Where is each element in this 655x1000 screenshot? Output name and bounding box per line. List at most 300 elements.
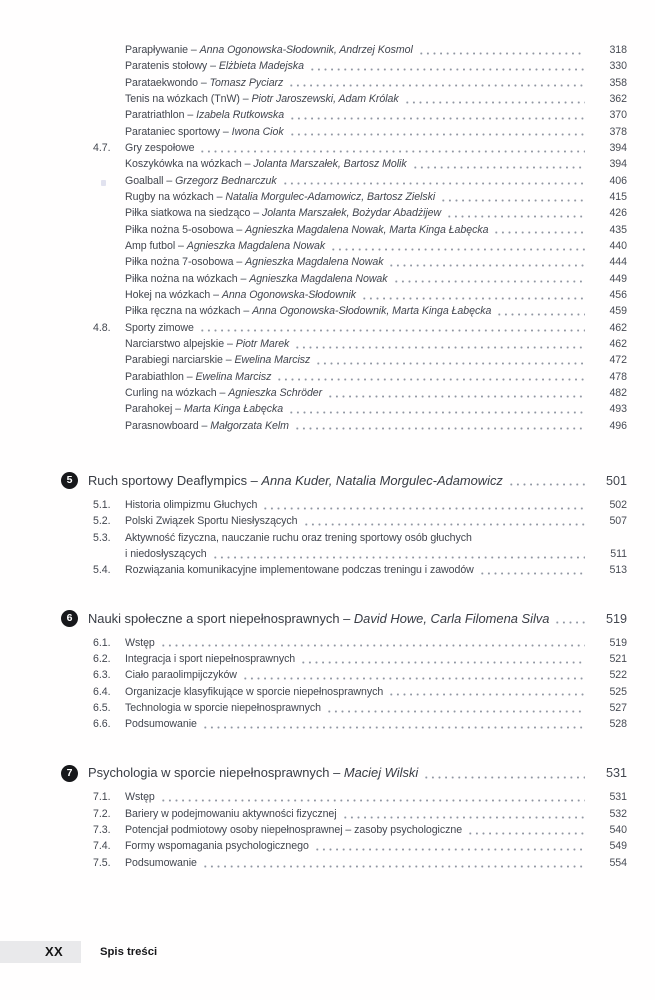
entry-title-text: Potencjał podmiotowy osoby niepełnosprawnej – zasoby psychologiczne: [125, 824, 463, 837]
entry-title: [125, 667, 237, 683]
entry-title-text: Integracja i sport niepełnosprawnych: [125, 652, 296, 665]
entry-title: [125, 336, 289, 352]
toc-entry: [93, 838, 627, 854]
entry-authors: Anna Ogonowska-Słodownik, Marta Kinga Łabęcka: [252, 305, 492, 318]
dot-leader: [289, 133, 585, 136]
entry-title-text: Narciarstwo alpejskie: [125, 337, 225, 350]
entry-authors: Marta Kinga Łabęcka: [183, 403, 284, 416]
entry-title: [125, 385, 322, 401]
toc-entry: [93, 789, 627, 805]
entry-number: [93, 173, 125, 189]
entry-page: 482: [609, 386, 627, 399]
entry-number: [93, 254, 125, 270]
entry-number: 6.6.: [93, 718, 111, 731]
entry-page: 472: [609, 354, 627, 367]
dot-leader: [479, 572, 585, 575]
entry-number: 7.1.: [93, 791, 111, 804]
toc-entry: [93, 58, 627, 74]
dot-leader: [388, 693, 585, 696]
entry-title: [125, 107, 284, 123]
entry-page: 527: [609, 701, 627, 714]
toc-entry: [93, 822, 627, 838]
entry-separator: –: [183, 370, 196, 383]
entry-title: [125, 173, 277, 189]
entry-separator: –: [237, 272, 250, 285]
toc-entry: [93, 42, 627, 58]
chapter-page: 501: [605, 473, 627, 488]
toc-entry: [93, 401, 627, 417]
entry-number: 7.4.: [93, 840, 111, 853]
entry-authors: Grzegorz Bednarczuk: [175, 174, 277, 187]
toc-items: [61, 42, 627, 434]
entry-page: 478: [609, 370, 627, 383]
entry-title-text: Goalball: [125, 174, 164, 187]
entry-title-text: i niedosłyszących: [125, 547, 207, 560]
toc-entry: [93, 855, 627, 871]
entry-separator: –: [198, 419, 211, 432]
entry-page: 440: [609, 239, 627, 252]
entry-separator: –: [241, 158, 254, 171]
entry-title-text: Aktywność fizyczna, nauczanie ruchu oraz trening sportowy osób głuchych: [125, 531, 472, 544]
entry-title-text: Ciało paraolimpijczyków: [125, 669, 237, 682]
entry-page: 394: [609, 141, 627, 154]
toc-entry: [93, 497, 627, 513]
chapter-authors: Maciej Wilski: [343, 765, 419, 781]
chapter-separator: –: [329, 765, 344, 781]
entry-authors: Ewelina Marcisz: [234, 354, 311, 367]
entry-title-text: Hokej na wózkach: [125, 288, 211, 301]
entry-number: 5.2.: [93, 515, 111, 528]
dot-leader: [496, 313, 585, 316]
entry-title-text: Bariery w podejmowaniu aktywności fizycznej: [125, 807, 337, 820]
toc-entry: [93, 369, 627, 385]
chapter-number-badge: 5: [61, 472, 78, 489]
entry-authors: Izabela Rutkowska: [196, 109, 285, 122]
entry-page: 406: [609, 174, 627, 187]
chapter-title: [88, 609, 549, 629]
entry-separator: –: [233, 223, 246, 236]
dot-leader: [326, 710, 585, 713]
toc-entry: [93, 140, 627, 156]
entry-title: [125, 238, 325, 254]
entry-title: [125, 75, 283, 91]
entry-title: [125, 635, 155, 651]
entry-title: [125, 352, 310, 368]
entry-page: 493: [609, 403, 627, 416]
entry-page: 394: [609, 158, 627, 171]
chapter-separator: –: [339, 610, 354, 626]
entry-separator: –: [213, 190, 226, 203]
dot-leader: [199, 329, 585, 332]
entry-title: [125, 513, 298, 529]
entry-page: 449: [609, 272, 627, 285]
dot-leader: [342, 816, 585, 819]
entry-authors: Anna Ogonowska-Słodownik, Andrzej Kosmol: [199, 44, 413, 56]
entry-number: [93, 352, 125, 368]
toc-entry: [93, 513, 627, 529]
entry-page: 531: [609, 791, 627, 804]
entry-page: 378: [609, 125, 627, 138]
entry-title-text: Gry zespołowe: [125, 141, 195, 154]
dot-leader: [404, 101, 585, 104]
chapter-block: [61, 763, 627, 871]
entry-page: 426: [609, 207, 627, 220]
entry-number: [93, 271, 125, 287]
entry-number: 6.4.: [93, 685, 111, 698]
entry-number: 7.2.: [93, 807, 111, 820]
toc-entry: [93, 667, 627, 683]
chapter-items: [61, 635, 627, 733]
toc-entry: [93, 91, 627, 107]
entry-title-text: Parahokej: [125, 403, 173, 416]
entry-page: 513: [609, 564, 627, 577]
entry-number: [93, 385, 125, 401]
dot-leader: [330, 248, 585, 251]
entry-title-text: Wstęp: [125, 791, 155, 804]
entry-title: [125, 651, 295, 667]
entry-title-text: Rozwiązania komunikacyjne implementowane podczas treningu i zawodów: [125, 564, 474, 577]
entry-authors: Agnieszka Magdalena Nowak: [186, 239, 326, 252]
chapter-title-text: Ruch sportowy Deaflympics: [88, 472, 248, 488]
dot-leader: [289, 117, 585, 120]
entry-authors: Agnieszka Schröder: [228, 386, 323, 399]
dot-leader: [493, 231, 585, 234]
dot-leader: [288, 411, 585, 414]
entry-title-text: Amp futbol: [125, 239, 176, 252]
chapter-title-text: Psychologia w sporcie niepełnosprawnych: [88, 765, 330, 781]
entry-title-text: Podsumowanie: [125, 718, 197, 731]
entry-number: [93, 418, 125, 434]
chapter-title: [88, 471, 503, 491]
entry-page: 519: [609, 636, 627, 649]
toc-entry: [93, 651, 627, 667]
toc-entry: [93, 336, 627, 352]
entry-title: [125, 822, 462, 838]
entry-title: [125, 320, 194, 336]
entry-number: [93, 238, 125, 254]
toc-entry-continuation: [93, 546, 627, 562]
entry-separator: –: [222, 354, 235, 367]
entry-number: [93, 369, 125, 385]
entry-title: [125, 205, 441, 221]
entry-title: [125, 140, 194, 156]
entry-title-text: Piłka ręczna na wózkach: [125, 305, 241, 318]
dot-leader: [212, 556, 585, 559]
dot-leader: [412, 166, 585, 169]
entry-title: [125, 497, 257, 513]
page-number: XX: [45, 944, 63, 959]
entry-separator: –: [184, 109, 197, 122]
toc-entry: [93, 189, 627, 205]
entry-number: 4.8.: [93, 321, 111, 334]
entry-page: 507: [609, 515, 627, 528]
entry-authors: Jolanta Marszałek, Bartosz Molik: [253, 158, 407, 171]
dot-leader: [327, 395, 585, 398]
toc-entry: [93, 530, 627, 546]
entry-page: 525: [609, 685, 627, 698]
dot-leader: [467, 832, 585, 835]
dot-leader: [300, 661, 585, 664]
entry-number: [93, 75, 125, 91]
toc-entry: [93, 385, 627, 401]
entry-number: 5.3.: [93, 531, 111, 544]
entry-title: [125, 789, 155, 805]
dot-leader: [361, 297, 585, 300]
dot-leader: [160, 799, 585, 802]
toc-entry: [93, 352, 627, 368]
entry-separator: –: [197, 76, 210, 89]
entry-page: 528: [609, 718, 627, 731]
entry-number: [93, 107, 125, 123]
entry-page: 456: [609, 288, 627, 301]
entry-title-text: Parasnowboard: [125, 419, 199, 432]
entry-page: 522: [609, 669, 627, 682]
entry-title-text: Historia olimpizmu Głuchych: [125, 498, 258, 511]
toc-entry: [93, 107, 627, 123]
entry-separator: –: [216, 386, 229, 399]
entry-title-text: Formy wspomagania psychologicznego: [125, 840, 309, 853]
entry-page: 540: [609, 824, 627, 837]
entry-title: [125, 91, 399, 107]
entry-title-text: Paratriathlon: [125, 109, 185, 122]
entry-authors: Elżbieta Madejska: [218, 60, 304, 73]
entry-title: [125, 716, 197, 732]
entry-number: 6.2.: [93, 652, 111, 665]
dot-leader: [554, 621, 585, 624]
dot-leader: [423, 776, 585, 779]
entry-title: [125, 42, 413, 58]
entry-separator: –: [172, 403, 184, 416]
entry-title-text: Piłka nożna 7-osobowa: [125, 256, 234, 269]
toc-entry: [93, 75, 627, 91]
entry-number: [93, 42, 125, 58]
toc-entry: [93, 222, 627, 238]
entry-page: 496: [609, 419, 627, 432]
entry-number: [93, 205, 125, 221]
toc-entry: [93, 173, 627, 189]
entry-page: 521: [609, 652, 627, 665]
chapter-heading: [61, 609, 627, 629]
entry-number: [93, 156, 125, 172]
dot-leader: [199, 150, 585, 153]
entry-number: 7.5.: [93, 856, 111, 869]
toc-entry: [93, 320, 627, 336]
entry-title-text: Technologia w sporcie niepełnosprawnych: [125, 701, 321, 714]
entry-title-text: Organizacje klasyfikujące w sporcie niepełnosprawnych: [125, 685, 384, 698]
chapter-heading: [61, 471, 627, 491]
entry-page: 370: [609, 109, 627, 122]
chapter-authors: David Howe, Carla Filomena Silva: [353, 610, 550, 626]
chapter-number-badge: 6: [61, 610, 78, 627]
entry-title-text: Wstęp: [125, 636, 155, 649]
entry-number: 4.7.: [93, 141, 111, 154]
entry-title: [125, 530, 472, 546]
entry-page: 549: [609, 840, 627, 853]
entry-separator: –: [210, 288, 222, 301]
dot-leader: [294, 427, 585, 430]
entry-number: [93, 91, 125, 107]
entry-page: 532: [609, 807, 627, 820]
toc-entry: [93, 254, 627, 270]
entry-page: 330: [609, 60, 627, 73]
entry-authors: Anna Ogonowska-Słodownik: [221, 288, 357, 301]
entry-title: [125, 700, 321, 716]
entry-authors: Natalia Morgulec-Adamowicz, Bartosz Zielski: [225, 190, 436, 203]
toc-entry: [93, 238, 627, 254]
entry-title-text: Parapływanie: [125, 44, 188, 56]
entry-title-text: Piłka nożna 5-osobowa: [125, 223, 234, 236]
entry-number: 7.3.: [93, 824, 111, 837]
chapter-items: [61, 789, 627, 871]
entry-separator: –: [188, 44, 200, 56]
toc-entry: [93, 271, 627, 287]
entry-separator: –: [240, 305, 253, 318]
entry-title-text: Piłka siatkowa na siedząco: [125, 207, 251, 220]
entry-authors: Jolanta Marszałek, Bożydar Abadżijew: [261, 207, 442, 220]
dot-leader: [393, 280, 585, 283]
dot-leader: [294, 346, 585, 349]
dot-leader: [202, 865, 585, 868]
entry-title-text: Polski Związek Sportu Niesłyszących: [125, 515, 298, 528]
entry-number: [93, 222, 125, 238]
entry-title: [125, 303, 491, 319]
entry-title: [125, 254, 383, 270]
chapter-items: [61, 497, 627, 579]
toc-entry: [93, 303, 627, 319]
entry-page: 444: [609, 256, 627, 269]
dot-leader: [303, 523, 585, 526]
dot-leader: [446, 215, 585, 218]
entry-title: [125, 684, 383, 700]
entry-number: [93, 303, 125, 319]
dot-leader: [288, 84, 585, 87]
toc-entry: [93, 806, 627, 822]
entry-page: 554: [609, 856, 627, 869]
entry-page: 511: [610, 547, 627, 560]
entry-title-text: Podsumowanie: [125, 856, 197, 869]
chapter-block: [61, 471, 627, 579]
dot-leader: [314, 848, 585, 851]
entry-separator: –: [175, 239, 187, 252]
entry-title-text: Paratenis stołowy: [125, 60, 208, 73]
entry-number: 5.4.: [93, 564, 111, 577]
entry-page: 318: [609, 44, 627, 56]
scan-artifact: [101, 180, 106, 186]
entry-title: [125, 838, 309, 854]
entry-title: [125, 222, 488, 238]
entry-number: [93, 58, 125, 74]
chapter-number-badge: 7: [61, 765, 78, 782]
entry-authors: Małgorzata Kelm: [210, 419, 289, 432]
dot-leader: [262, 507, 585, 510]
entry-title: [125, 124, 284, 140]
toc: [61, 42, 627, 871]
entry-number-spacer: [93, 546, 125, 562]
dot-leader: [309, 68, 585, 71]
chapter-title: [88, 763, 418, 783]
toc-entry: [93, 156, 627, 172]
entry-number: 6.1.: [93, 636, 111, 649]
toc-entry: [93, 635, 627, 651]
chapter-separator: –: [247, 472, 262, 488]
entry-page: 435: [609, 223, 627, 236]
entry-title: [125, 287, 356, 303]
dot-leader: [440, 199, 585, 202]
entry-page: 502: [609, 498, 627, 511]
entry-page: 415: [609, 190, 627, 203]
entry-authors: Piotr Jaroszewski, Adam Królak: [251, 92, 399, 105]
entry-separator: –: [224, 337, 236, 350]
entry-title: [125, 369, 271, 385]
footer-running-title: Spis treści: [100, 946, 158, 958]
entry-number: 6.3.: [93, 669, 111, 682]
entry-authors: Agnieszka Magdalena Nowak, Marta Kinga Łabęcka: [245, 223, 489, 236]
entry-title-text: Rugby na wózkach: [125, 190, 214, 203]
entry-separator: –: [239, 92, 252, 105]
entry-title-text: Piłka nożna na wózkach: [125, 272, 238, 285]
toc-entry: [93, 562, 627, 578]
dot-leader: [202, 726, 585, 729]
toc-entry: [93, 716, 627, 732]
chapter-authors: Anna Kuder, Natalia Morgulec-Adamowicz: [261, 472, 503, 488]
entry-page: 358: [609, 76, 627, 89]
dot-leader: [388, 264, 585, 267]
entry-number: [93, 124, 125, 140]
entry-authors: Ewelina Marcisz: [195, 370, 272, 383]
entry-number: [93, 401, 125, 417]
entry-title: [125, 58, 304, 74]
entry-title: [125, 189, 435, 205]
entry-number: [93, 189, 125, 205]
entry-title: [125, 401, 283, 417]
dot-leader: [418, 52, 585, 55]
toc-entry: [93, 418, 627, 434]
entry-separator: –: [207, 60, 219, 73]
toc-entry: [93, 205, 627, 221]
dot-leader: [276, 378, 585, 381]
entry-number: 6.5.: [93, 701, 111, 714]
entry-authors: Agnieszka Magdalena Nowak: [249, 272, 388, 285]
chapter-page: 531: [605, 766, 627, 781]
entry-number: 5.1.: [93, 498, 111, 511]
entry-authors: Agnieszka Magdalena Nowak: [245, 256, 384, 269]
dot-leader: [315, 362, 585, 365]
entry-number: [93, 287, 125, 303]
entry-separator: –: [163, 174, 176, 187]
entry-title-text: Parabiegi narciarskie: [125, 354, 223, 367]
chapter-page: 519: [605, 611, 627, 626]
entry-separator: –: [220, 125, 232, 138]
entry-title-text: Parataniec sportowy: [125, 125, 221, 138]
footer-page-number-strip: [0, 941, 81, 963]
toc-entry: [93, 700, 627, 716]
dot-leader: [508, 483, 585, 486]
entry-separator: –: [233, 256, 246, 269]
entry-title: [125, 806, 337, 822]
chapter-title-text: Nauki społeczne a sport niepełnosprawnych: [88, 610, 340, 626]
chapter-heading: [61, 763, 627, 783]
entry-title-text: Sporty zimowe: [125, 321, 194, 334]
entry-title: [125, 855, 197, 871]
toc-entry: [93, 684, 627, 700]
entry-page: 459: [609, 305, 627, 318]
entry-page: 462: [609, 337, 627, 350]
entry-title-text: Koszykówka na wózkach: [125, 158, 242, 171]
entry-title: [125, 418, 289, 434]
dot-leader: [242, 677, 585, 680]
entry-title-text: Parabiathlon: [125, 370, 184, 383]
entry-authors: Piotr Marek: [235, 337, 290, 350]
